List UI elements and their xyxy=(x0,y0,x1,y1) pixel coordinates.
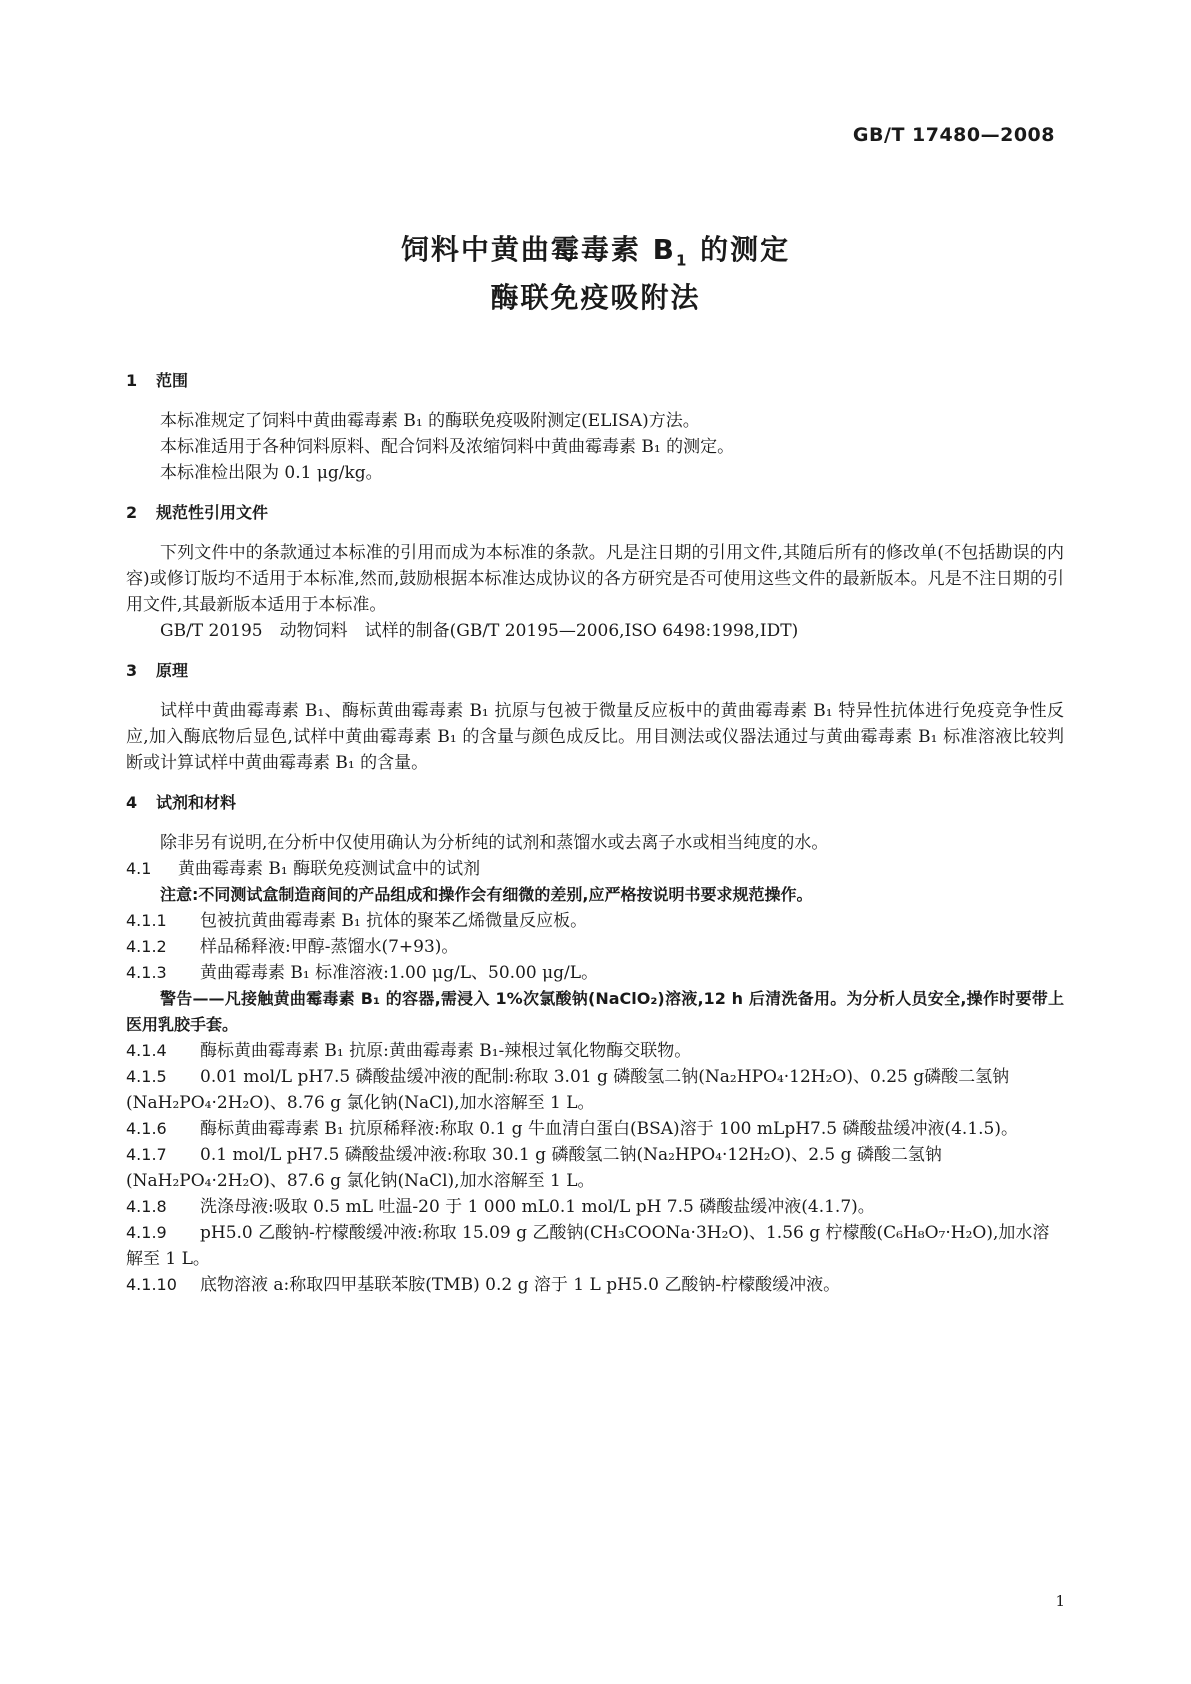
note: 注意:不同测试盒制造商间的产品组成和操作会有细微的差别,应严格按说明书要求规范操作。 xyxy=(160,885,813,904)
section-title: 规范性引用文件 xyxy=(156,503,269,522)
clause-4-1-9 xyxy=(126,1220,1064,1272)
warning: 警告——凡接触黄曲霉毒素 B₁ 的容器,需浸入 1%次氯酸钠(NaClO₂)溶液,12 h 后清洗备用。为分析人员安全,操作时要带上医用乳胶手套。 xyxy=(126,989,1064,1034)
section-heading-4 xyxy=(126,790,1064,816)
clause-number: 4.1.4 xyxy=(126,1041,167,1060)
reference-entry: GB/T 20195 动物饲料 试样的制备(GB/T 20195—2006,ISO 6498:1998,IDT) xyxy=(160,621,799,641)
clause-4-1-10 xyxy=(126,1272,1064,1298)
paragraph: 本标准规定了饲料中黄曲霉毒素 B₁ 的酶联免疫吸附测定(ELISA)方法。 xyxy=(160,411,700,431)
clause-number: 4.1.1 xyxy=(126,911,167,930)
page-number: 1 xyxy=(1055,1592,1065,1610)
clause-4-1-2 xyxy=(126,934,1064,960)
clause-number: 4.1.5 xyxy=(126,1067,167,1086)
document-body xyxy=(126,368,1064,1298)
clause-text: 酶标黄曲霉毒素 B₁ 抗原:黄曲霉毒素 B₁-辣根过氧化物酶交联物。 xyxy=(200,1041,692,1061)
clause-4-1-5 xyxy=(126,1064,1064,1116)
clause-text: pH5.0 乙酸钠-柠檬酸缓冲液:称取 15.09 g 乙酸钠(CH₃COONa·3H₂O)、1.56 g 柠檬酸(C₆H₈O₇·H₂O),加水溶解至 1 L。 xyxy=(126,1223,1050,1269)
section-number: 4 xyxy=(126,793,138,812)
section-title: 原理 xyxy=(156,661,189,680)
clause-text: 黄曲霉毒素 B₁ 标准溶液:1.00 μg/L、50.00 μg/L。 xyxy=(200,963,599,983)
paragraph: 下列文件中的条款通过本标准的引用而成为本标准的条款。凡是注日期的引用文件,其随后所有的修改单(不包括勘误的内容)或修订版均不适用于本标准,然而,鼓励根据本标准达成协议的各方研究是否可使用这些文件的最新版本。凡是不注日期的引用文件,其最新版本适用于本标准。 xyxy=(126,543,1064,615)
clause-4-1-1 xyxy=(126,908,1064,934)
clause-number: 4.1.6 xyxy=(126,1119,167,1138)
clause-text: 样品稀释液:甲醇-蒸馏水(7+93)。 xyxy=(200,937,459,957)
document-subtitle: 酶联免疫吸附法 xyxy=(490,281,701,314)
clause-text: 黄曲霉毒素 B₁ 酶联免疫测试盒中的试剂 xyxy=(178,859,481,879)
section-heading-2 xyxy=(126,500,1064,526)
section-title: 试剂和材料 xyxy=(156,793,237,812)
clause-number: 4.1.8 xyxy=(126,1197,167,1216)
clause-number: 4.1.9 xyxy=(126,1223,167,1242)
clause-number: 4.1 xyxy=(126,859,152,878)
title-line1-post: 的测定 xyxy=(688,233,791,266)
section-number: 3 xyxy=(126,661,138,680)
clause-text: 洗涤母液:吸取 0.5 mL 吐温-20 于 1 000 mL0.1 mol/L pH 7.5 磷酸盐缓冲液(4.1.7)。 xyxy=(200,1197,875,1217)
clause-4-1-7 xyxy=(126,1142,1064,1194)
paragraph: 本标准检出限为 0.1 μg/kg。 xyxy=(160,463,383,483)
clause-4-1-3 xyxy=(126,960,1064,986)
clause-text: 酶标黄曲霉毒素 B₁ 抗原稀释液:称取 0.1 g 牛血清白蛋白(BSA)溶于 100 mLpH7.5 磷酸盐缓冲液(4.1.5)。 xyxy=(200,1119,1018,1139)
clause-4-1-8 xyxy=(126,1194,1064,1220)
section-number: 2 xyxy=(126,503,138,522)
clause-number: 4.1.10 xyxy=(126,1275,177,1294)
clause-text: 包被抗黄曲霉毒素 B₁ 抗体的聚苯乙烯微量反应板。 xyxy=(200,911,588,931)
clause-number: 4.1.2 xyxy=(126,937,167,956)
paragraph: 试样中黄曲霉毒素 B₁、酶标黄曲霉毒素 B₁ 抗原与包被于微量反应板中的黄曲霉毒素 B₁ 特异性抗体进行免疫竞争性反应,加入酶底物后显色,试样中黄曲霉毒素 B₁ 的含量与颜色成反比。用目测法或仪器法通过与黄曲霉毒素 B₁ 标准溶液比较判断或计算试样中黄曲霉毒素 B₁ 的含量。 xyxy=(126,701,1064,773)
clause-4-1 xyxy=(126,856,1064,882)
clause-4-1-6 xyxy=(126,1116,1064,1142)
clause-4-1-4 xyxy=(126,1038,1064,1064)
paragraph: 除非另有说明,在分析中仅使用确认为分析纯的试剂和蒸馏水或去离子水或相当纯度的水。 xyxy=(160,833,829,853)
standard-code: GB/T 17480—2008 xyxy=(852,124,1055,146)
paragraph: 本标准适用于各种饲料原料、配合饲料及浓缩饲料中黄曲霉毒素 B₁ 的测定。 xyxy=(160,437,735,457)
clause-text: 0.01 mol/L pH7.5 磷酸盐缓冲液的配制:称取 3.01 g 磷酸氢二钠(Na₂HPO₄·12H₂O)、0.25 g磷酸二氢钠(NaH₂PO₄·2H₂O)、8.76 g 氯化钠(NaCl),加水溶解至 1 L。 xyxy=(126,1067,1010,1113)
section-heading-1 xyxy=(126,368,1064,394)
clause-number: 4.1.3 xyxy=(126,963,167,982)
clause-text: 0.1 mol/L pH7.5 磷酸盐缓冲液:称取 30.1 g 磷酸氢二钠(Na₂HPO₄·12H₂O)、2.5 g 磷酸二氢钠(NaH₂PO₄·2H₂O)、87.6 g 氯化钠(NaCl),加水溶解至 1 L。 xyxy=(126,1145,942,1191)
clause-number: 4.1.7 xyxy=(126,1145,167,1164)
document-title xyxy=(0,228,1191,270)
section-heading-3 xyxy=(126,658,1064,684)
section-number: 1 xyxy=(126,371,138,390)
section-title: 范围 xyxy=(156,371,189,390)
title-subscript: 1 xyxy=(675,251,689,270)
clause-text: 底物溶液 a:称取四甲基联苯胺(TMB) 0.2 g 溶于 1 L pH5.0 乙酸钠-柠檬酸缓冲液。 xyxy=(200,1275,841,1295)
title-line1-pre: 饲料中黄曲霉毒素 B xyxy=(400,233,676,266)
